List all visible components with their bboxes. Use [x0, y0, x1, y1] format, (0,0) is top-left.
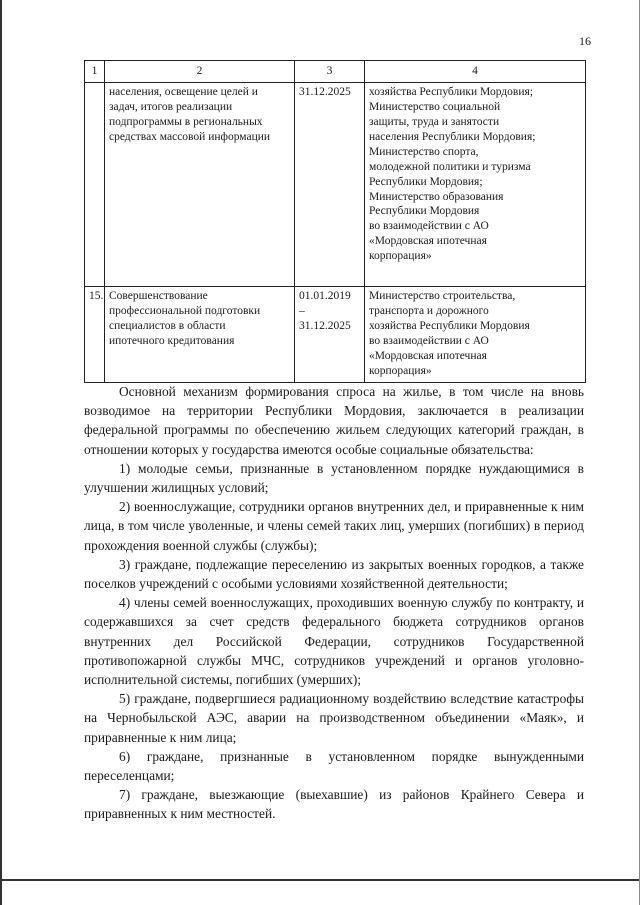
row-event: Совершенствование профессиональной подготовки специалистов в области ипотечного кредитования: [105, 286, 295, 382]
row-number: 15.: [85, 286, 105, 382]
paragraph: 6) граждане, признанные в установленном порядке вынужденными переселенцами;: [84, 748, 584, 784]
page-number: 16: [579, 34, 591, 48]
paragraph: 4) члены семей военнослужащих, проходивших военную службу по контракту, и содержавшихся за счет средств федерального бюджета сотрудников органов внутренних дел Российской Федерации, сотрудников Государственной противопожарной службы МЧС, сотрудников учреждений и органов уголовно-исполнительной системы, погибших (умерших);: [84, 595, 584, 688]
paragraph: 7) граждане, выезжающие (выехавшие) из районов Крайнего Севера и приравненных к ним местностей.: [84, 787, 584, 822]
paragraph: 5) граждане, подвергшиеся радиационному воздействию вследствие катастрофы на Чернобыльской АЭС, аварии на производственном объединении «Маяк», и приравненные к ним лица;: [84, 691, 584, 745]
paragraph: Основной механизм формирования спроса на жилье, в том числе на вновь возводимое на территории Республики Мордовия, заключается в реализации федеральной программы по обеспечению жильем следующих категорий граждан, в отношении которых у государства имеются особые социальные обязательства:: [84, 384, 584, 457]
row-event: населения, освещение целей и задач, итогов реализации подпрограммы в региональных средствах массовой информации: [105, 82, 295, 286]
header-col-3: 3: [295, 61, 365, 83]
row-number: [85, 82, 105, 286]
row-period: 31.12.2025: [295, 82, 365, 286]
page-bottom-border: [2, 879, 639, 881]
row-period: 01.01.2019 – 31.12.2025: [295, 286, 365, 382]
table-row: [85, 286, 586, 382]
paragraph: 3) граждане, подлежащие переселению из закрытых военных городков, а также поселков учреждений с особыми условиями хозяйственной деятельности;: [84, 556, 584, 592]
header-col-4: 4: [365, 61, 586, 83]
paragraph: 2) военнослужащие, сотрудники органов внутренних дел, и приравненные к ним лица, в том числе уволенные, и члены семей таких лиц, умерших (погибших) в период прохождения военной службы (службы);: [84, 499, 584, 553]
header-col-2: 2: [105, 61, 295, 83]
row-executors: Министерство строительства, транспорта и дорожного хозяйства Республики Мордовия во взаимодействии с АО «Мордовская ипотечная корпорация»: [365, 286, 586, 382]
paragraph: 1) молодые семьи, признанные в установленном порядке нуждающимися в улучшении жилищных условий;: [84, 460, 584, 496]
header-col-1: 1: [85, 61, 105, 83]
table-header-row: [85, 61, 586, 83]
body-text: [84, 382, 584, 824]
row-executors: хозяйства Республики Мордовия; Министерство социальной защиты, труда и занятости населения Республики Мордовия; Министерство спорта, молодежной политики и туризма Республики Мордовия; Министерство образования Республики Мордовия во взаимодействии с АО «Мордовская ипотечная корпорация»: [365, 82, 586, 286]
table-row: [85, 82, 586, 286]
measures-table: [84, 60, 586, 383]
